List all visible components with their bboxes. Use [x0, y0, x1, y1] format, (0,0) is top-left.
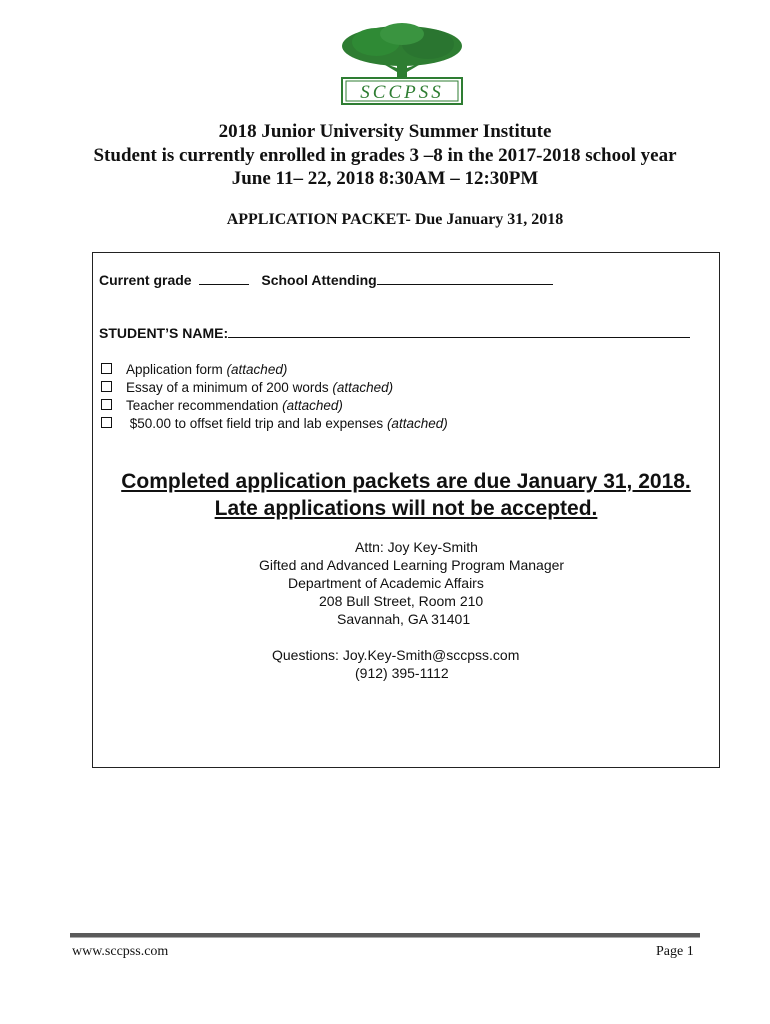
student-name-label: STUDENT’S NAME:	[99, 325, 229, 341]
grade-eligibility: Student is currently enrolled in grades 3 –8 in the 2017-2018 school year	[93, 145, 677, 166]
student-name-row	[99, 324, 690, 341]
check-item-text: Teacher recommendation	[126, 398, 283, 413]
program-title: 2018 Junior University Summer Institute	[218, 121, 552, 142]
checkbox[interactable]	[101, 363, 112, 374]
grade-school-row	[99, 271, 553, 288]
questions-line: Questions: Joy.Key-Smith@sccpss.com	[272, 647, 520, 663]
street-line: 208 Bull Street, Room 210	[319, 593, 484, 609]
phone-line: (912) 395-1112	[355, 665, 449, 681]
check-item-note: (attached)	[386, 416, 448, 431]
school-attending-field[interactable]	[377, 271, 553, 285]
school-attending-label: School Attending	[261, 272, 377, 288]
footer-website[interactable]: www.sccpss.com	[72, 944, 169, 959]
check-item-note: (attached)	[282, 398, 343, 413]
footer-divider	[70, 933, 700, 938]
sccpss-logo	[336, 22, 468, 110]
attn-line: Attn: Joy Key-Smith	[355, 539, 478, 555]
application-box	[92, 252, 720, 768]
check-item-text: Essay of a minimum of 200 words	[126, 380, 333, 395]
checkbox[interactable]	[101, 399, 112, 410]
footer-page-number: Page 1	[656, 944, 694, 959]
late-notice: Late applications will not be accepted.	[214, 497, 598, 520]
dept-line: Department of Academic Affairs	[288, 575, 484, 591]
check-item-text: $50.00 to offset field trip and lab expenses	[126, 416, 387, 431]
check-item	[101, 415, 448, 433]
tree-icon	[336, 22, 468, 110]
requirements-checklist	[101, 361, 448, 433]
check-item	[101, 397, 448, 415]
check-item-text: Application form	[126, 362, 227, 377]
logo-text: SCCPSS	[360, 82, 444, 103]
student-name-field[interactable]	[228, 324, 690, 338]
check-item-note: (attached)	[226, 362, 288, 377]
city-line: Savannah, GA 31401	[337, 611, 471, 627]
packet-due: APPLICATION PACKET- Due January 31, 2018	[226, 211, 564, 228]
checkbox[interactable]	[101, 381, 112, 392]
check-item-note: (attached)	[332, 380, 394, 395]
check-item	[101, 361, 448, 379]
check-item	[101, 379, 448, 397]
due-date-notice: Completed application packets are due January 31, 2018.	[121, 470, 691, 493]
current-grade-label: Current grade	[99, 272, 192, 288]
current-grade-field[interactable]	[199, 271, 249, 285]
program-dates: June 11– 22, 2018 8:30AM – 12:30PM	[231, 168, 539, 189]
checkbox[interactable]	[101, 417, 112, 428]
role-line: Gifted and Advanced Learning Program Manager	[259, 557, 565, 573]
